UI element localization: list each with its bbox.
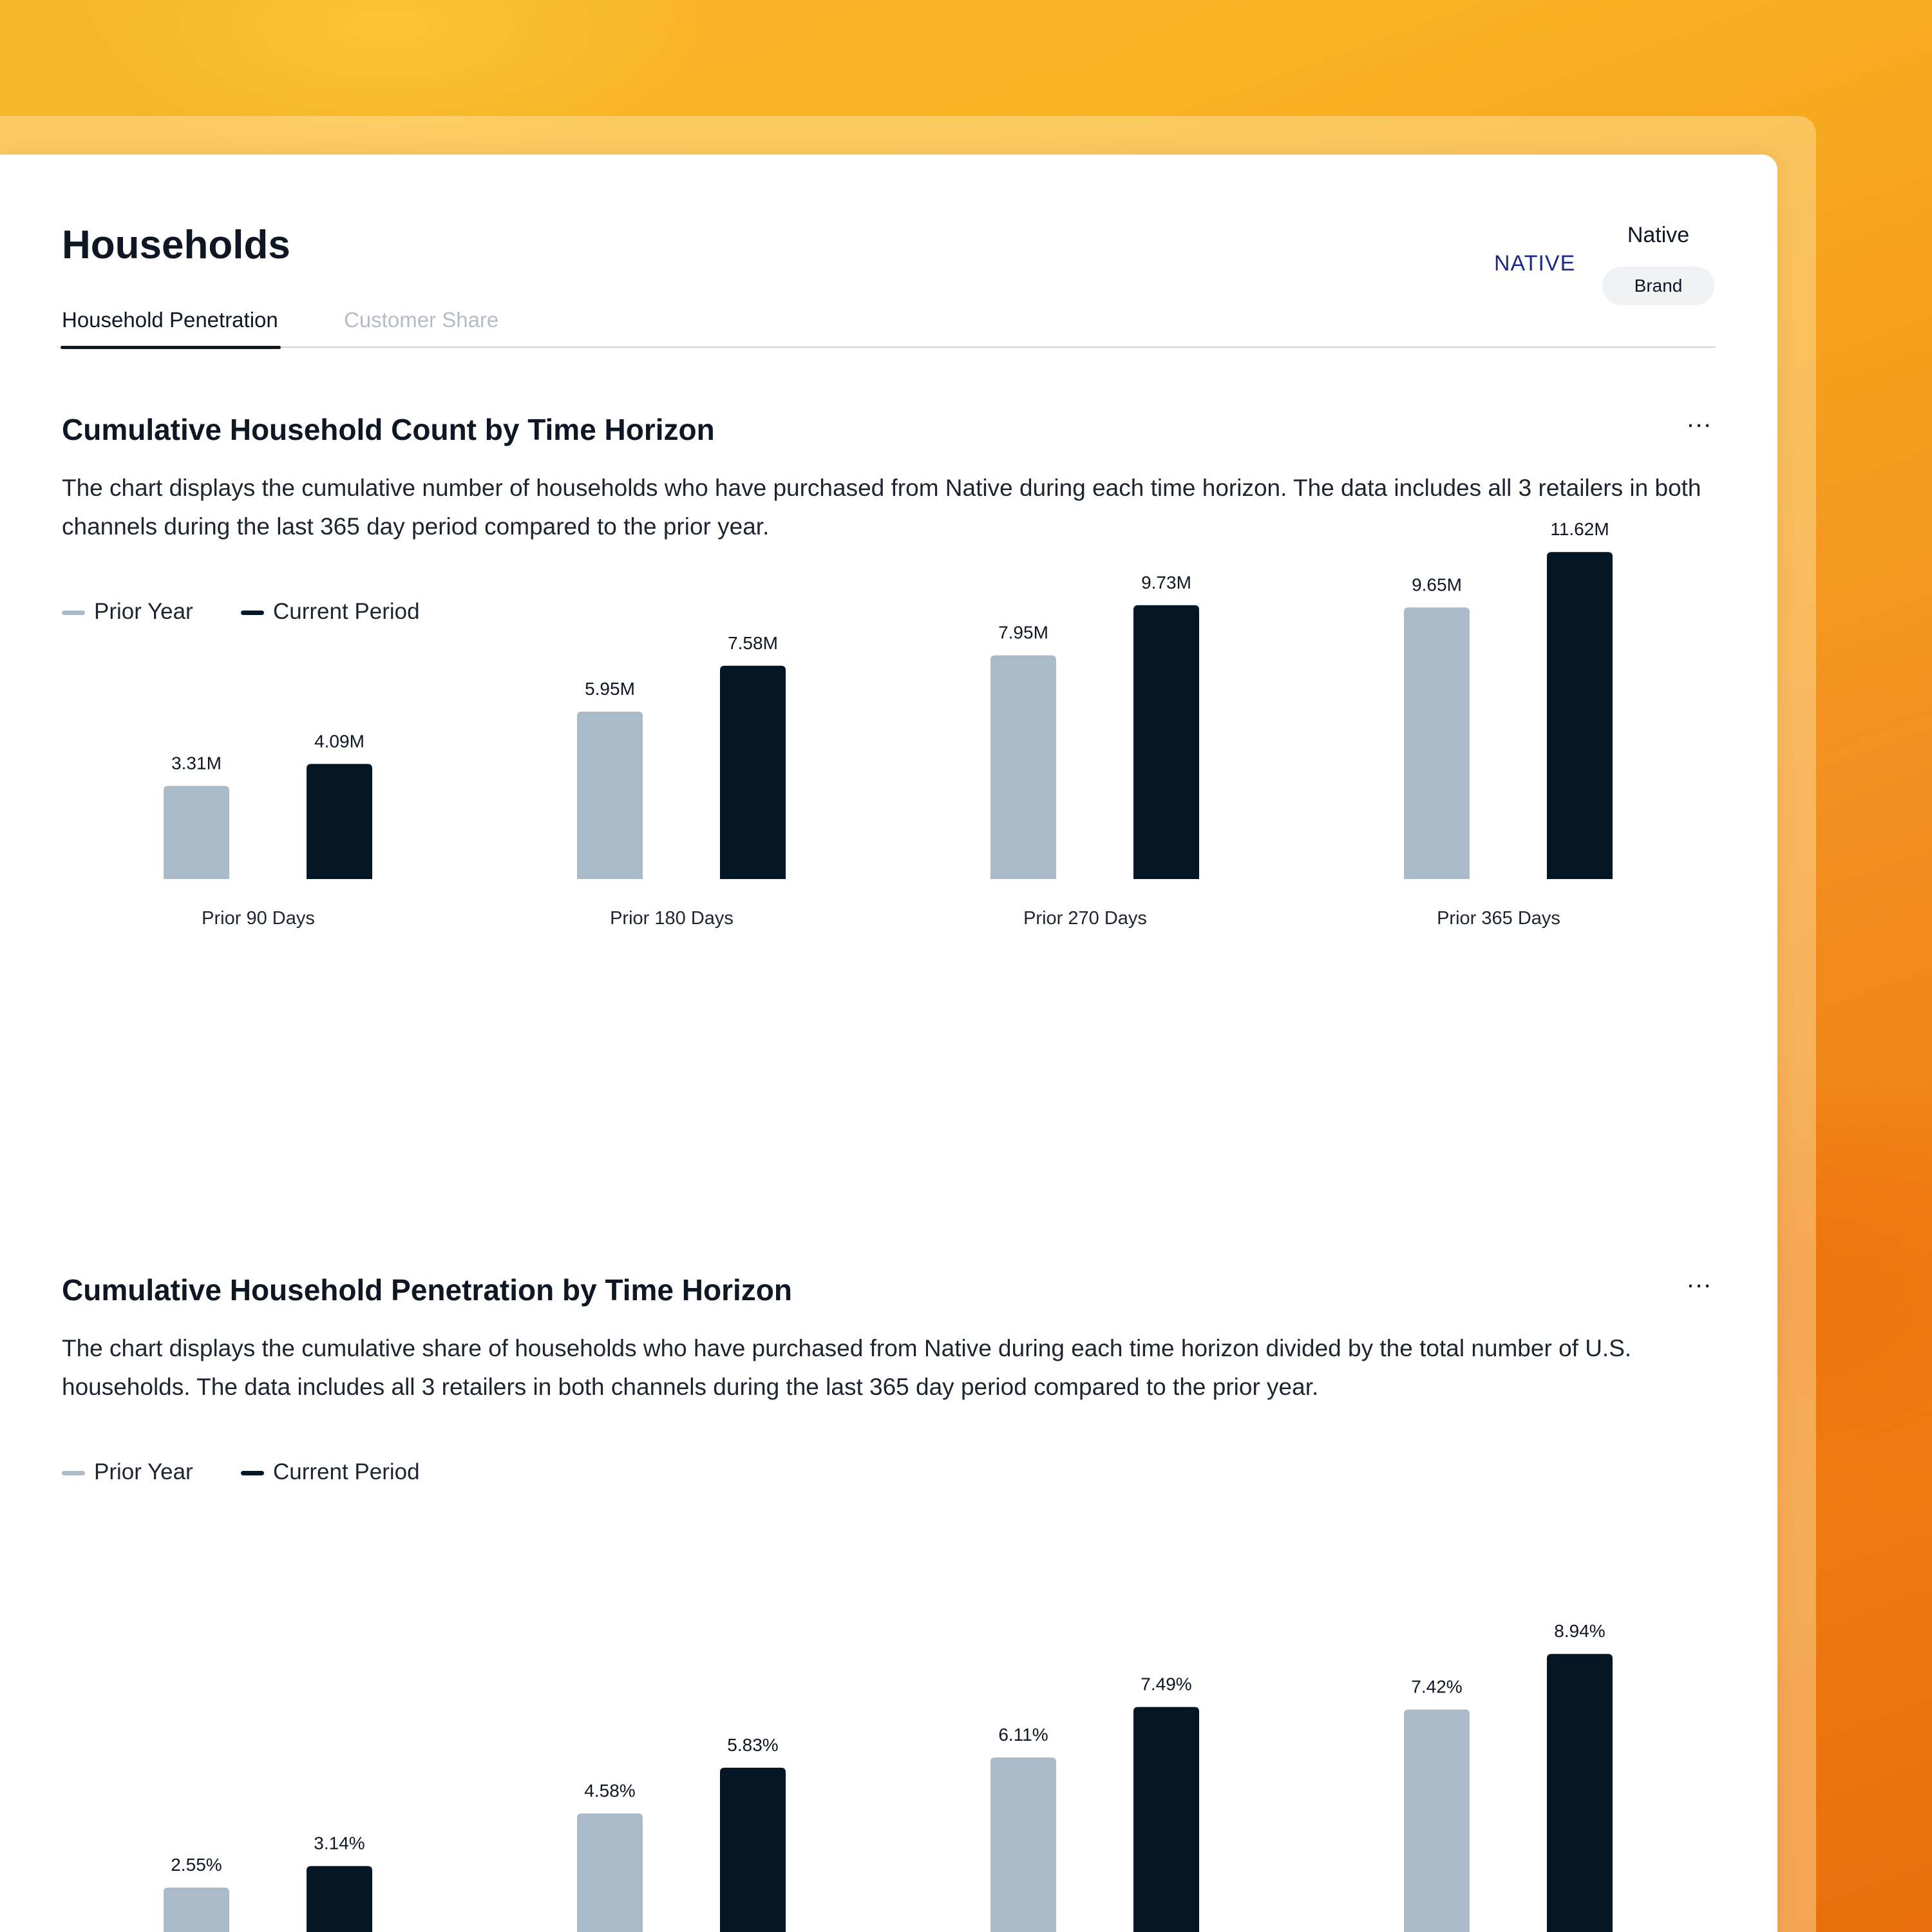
- page-title: Households: [62, 223, 290, 267]
- bar-current-period: [307, 1866, 372, 1932]
- bar-prior-year: [577, 712, 643, 879]
- tab-household-penetration[interactable]: [62, 308, 278, 348]
- bar-prior-year: [990, 656, 1056, 879]
- bar-current-period: [720, 1768, 786, 1932]
- tab-label: Household Penetration: [62, 308, 278, 332]
- bar-value-label: 5.83%: [727, 1734, 779, 1755]
- section-title: Cumulative Household Count by Time Horizon: [62, 413, 715, 446]
- bar-current-period: [1133, 1707, 1199, 1932]
- bar-value-label: 9.73M: [1141, 572, 1191, 592]
- section-description: The chart displays the cumulative number of households who have purchased from Native during each time horizon. The data includes all 3 retailers in both channels during the last 365 day period compared to the prior year.: [62, 475, 1701, 540]
- legend-label: Current Period: [273, 599, 420, 624]
- legend-label: Prior Year: [94, 1459, 193, 1484]
- category-label: Prior 180 Days: [610, 908, 734, 929]
- brand-name: Native: [1627, 223, 1690, 247]
- legend-swatch: [62, 611, 85, 615]
- legend-swatch: [62, 1471, 85, 1475]
- legend-label: Prior Year: [94, 599, 193, 624]
- bar-value-label: 7.95M: [998, 622, 1048, 643]
- bar-current-period: [1547, 552, 1613, 879]
- bar-value-label: 4.58%: [584, 1780, 636, 1801]
- bar-value-label: 2.55%: [171, 1855, 222, 1875]
- bar-value-label: 7.49%: [1141, 1674, 1192, 1694]
- bar-prior-year: [1404, 1710, 1470, 1932]
- active-tab-indicator: [61, 346, 281, 349]
- bar-value-label: 6.11%: [998, 1724, 1048, 1745]
- bar-value-label: 11.62M: [1550, 519, 1609, 540]
- bar-value-label: 3.31M: [171, 753, 222, 773]
- category-label: Prior 365 Days: [1437, 908, 1560, 929]
- category-label: Prior 270 Days: [1023, 908, 1147, 929]
- bar-value-label: 7.58M: [728, 632, 778, 653]
- tab-label: Customer Share: [344, 308, 499, 332]
- bar-prior-year: [164, 786, 229, 879]
- household-penetration-section: [62, 1265, 1716, 1932]
- more-options-button[interactable]: ...: [1687, 404, 1712, 433]
- bar-value-label: 7.42%: [1411, 1676, 1463, 1697]
- tab-bar-divider: [62, 346, 1716, 348]
- bar-value-label: 4.09M: [314, 731, 365, 752]
- tab-bar: [62, 303, 1716, 348]
- brand-logo: NATIVE: [1494, 251, 1576, 276]
- bar-prior-year: [164, 1888, 229, 1932]
- bar-prior-year: [990, 1757, 1056, 1932]
- bar-current-period: [307, 764, 372, 879]
- more-options-button[interactable]: ...: [1687, 1265, 1712, 1293]
- tab-customer-share[interactable]: [344, 308, 498, 348]
- bar-value-label: 5.95M: [585, 678, 635, 699]
- bar-current-period: [1547, 1654, 1613, 1932]
- brand-type-badge: Brand: [1602, 267, 1714, 305]
- bar-current-period: [1133, 605, 1199, 879]
- category-label: Prior 90 Days: [202, 908, 315, 929]
- legend-label: Current Period: [273, 1459, 420, 1484]
- legend-swatch: [241, 611, 264, 615]
- section-title: Cumulative Household Penetration by Time Horizon: [62, 1273, 792, 1307]
- bar-value-label: 3.14%: [314, 1833, 365, 1853]
- legend-swatch: [241, 1471, 264, 1475]
- bar-current-period: [720, 666, 786, 879]
- section-description: The chart displays the cumulative share of households who have purchased from Native during each time horizon divided by the total number of U.S. households. The data includes all 3 retailers in both channels during the last 365 day period compared to the prior year.: [62, 1335, 1632, 1400]
- bar-value-label: 9.65M: [1412, 574, 1462, 595]
- household-count-section: [62, 404, 1716, 1185]
- household-penetration-bar-chart: [62, 1530, 1716, 1932]
- bar-prior-year: [1404, 607, 1470, 879]
- bar-prior-year: [577, 1814, 643, 1932]
- bar-value-label: 8.94%: [1554, 1621, 1605, 1642]
